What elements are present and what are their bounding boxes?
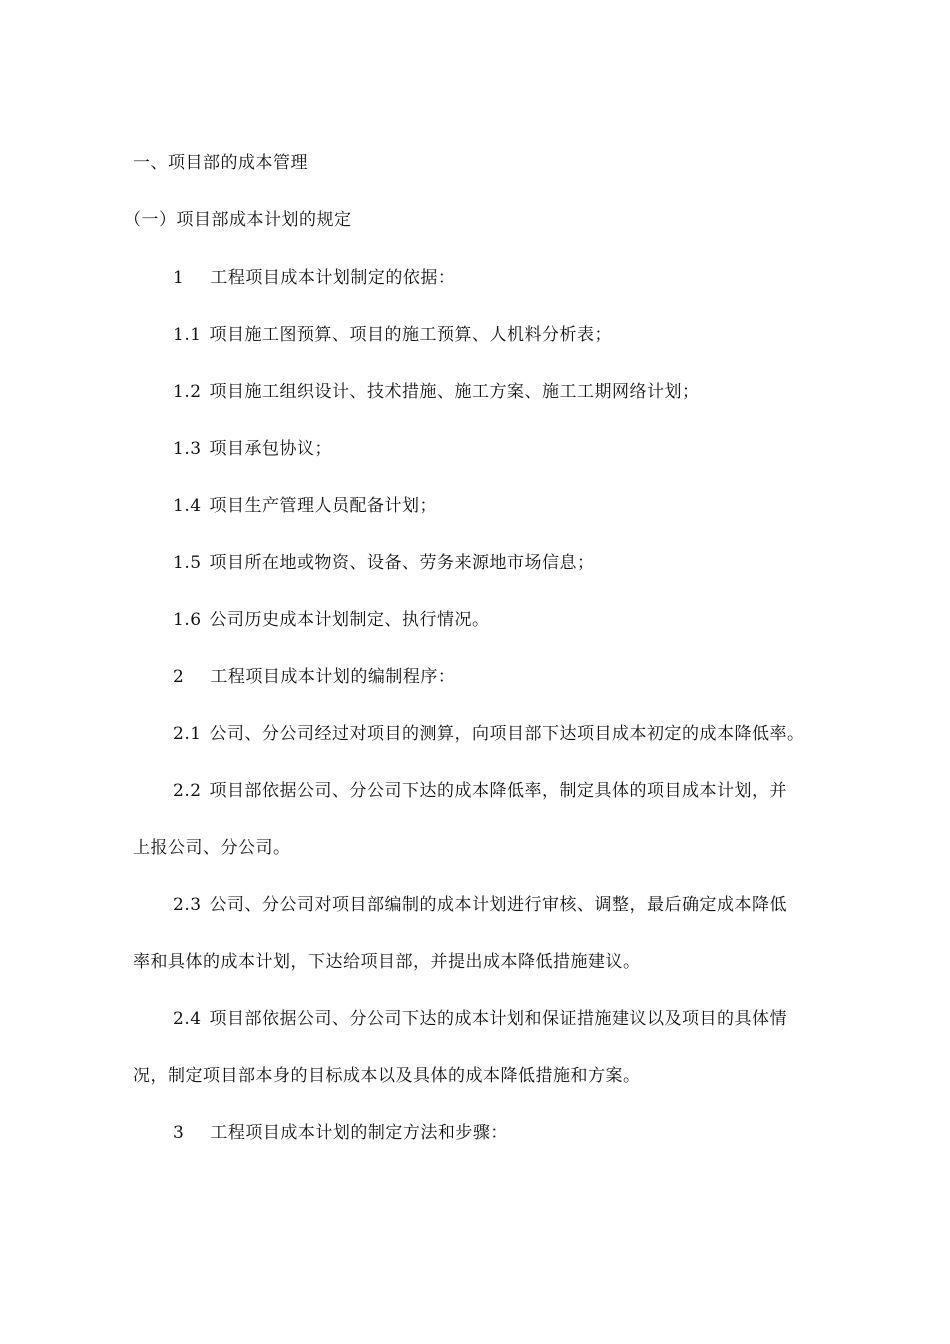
heading-text: 工程项目成本计划的编制程序： xyxy=(210,667,456,687)
list-item-1-3 xyxy=(173,437,332,461)
list-item-2-1 xyxy=(173,722,805,746)
heading-text: 工程项目成本计划制定的依据： xyxy=(210,268,456,288)
item-number: 1.5 xyxy=(173,553,202,573)
list-item-2-2 xyxy=(173,779,787,803)
item-text: 项目部依据公司、分公司下达的成本计划和保证措施建议以及项目的具体情 xyxy=(209,1009,788,1029)
section-heading: 一、项目部的成本管理 xyxy=(133,153,308,173)
item-text: 项目生产管理人员配备计划； xyxy=(209,496,438,516)
item-number: 1.6 xyxy=(173,610,202,630)
item-text: 公司、分公司对项目部编制的成本计划进行审核、调整，最后确定成本降低 xyxy=(209,895,788,915)
subsection-heading: （一）项目部成本计划的规定 xyxy=(124,210,352,230)
item-text: 项目施工组织设计、技术措施、施工方案、施工工期网络计划； xyxy=(209,382,700,402)
item-text: 公司、分公司经过对项目的测算，向项目部下达项目成本初定的成本降低率。 xyxy=(209,724,805,744)
numbered-heading-3 xyxy=(173,1121,508,1145)
heading-text: 工程项目成本计划的制定方法和步骤： xyxy=(210,1123,508,1143)
item-number: 1.1 xyxy=(173,325,202,345)
list-item-1-5 xyxy=(173,551,595,575)
item-number: 2.2 xyxy=(173,781,202,801)
item-number: 1.2 xyxy=(173,382,202,402)
item-text: 项目承包协议； xyxy=(209,439,333,459)
heading-number: 2 xyxy=(173,667,185,687)
list-item-1-1 xyxy=(173,323,612,347)
item-text: 项目部依据公司、分公司下达的成本降低率，制定具体的项目成本计划，并 xyxy=(209,781,788,801)
list-item-2-3-continuation: 率和具体的成本计划，下达给项目部，并提出成本降低措施建议。 xyxy=(133,952,641,972)
item-text: 项目所在地或物资、设备、劳务来源地市场信息； xyxy=(209,553,595,573)
item-text: 项目施工图预算、项目的施工预算、人机料分析表； xyxy=(209,325,613,345)
heading-number: 1 xyxy=(173,268,185,288)
item-number: 1.4 xyxy=(173,496,202,516)
item-number: 2.1 xyxy=(173,724,202,744)
list-item-2-3 xyxy=(173,893,787,917)
numbered-heading-1 xyxy=(173,266,455,290)
list-item-1-6 xyxy=(173,608,490,632)
item-text: 公司历史成本计划制定、执行情况。 xyxy=(209,610,490,630)
list-item-2-4 xyxy=(173,1007,787,1031)
numbered-heading-2 xyxy=(173,665,455,689)
item-number: 2.3 xyxy=(173,895,202,915)
list-item-1-2 xyxy=(173,380,700,404)
list-item-2-4-continuation: 况，制定项目部本身的目标成本以及具体的成本降低措施和方案。 xyxy=(133,1066,641,1086)
heading-number: 3 xyxy=(173,1123,185,1143)
list-item-2-2-continuation: 上报公司、分公司。 xyxy=(133,838,291,858)
item-number: 2.4 xyxy=(173,1009,202,1029)
item-number: 1.3 xyxy=(173,439,202,459)
list-item-1-4 xyxy=(173,494,437,518)
